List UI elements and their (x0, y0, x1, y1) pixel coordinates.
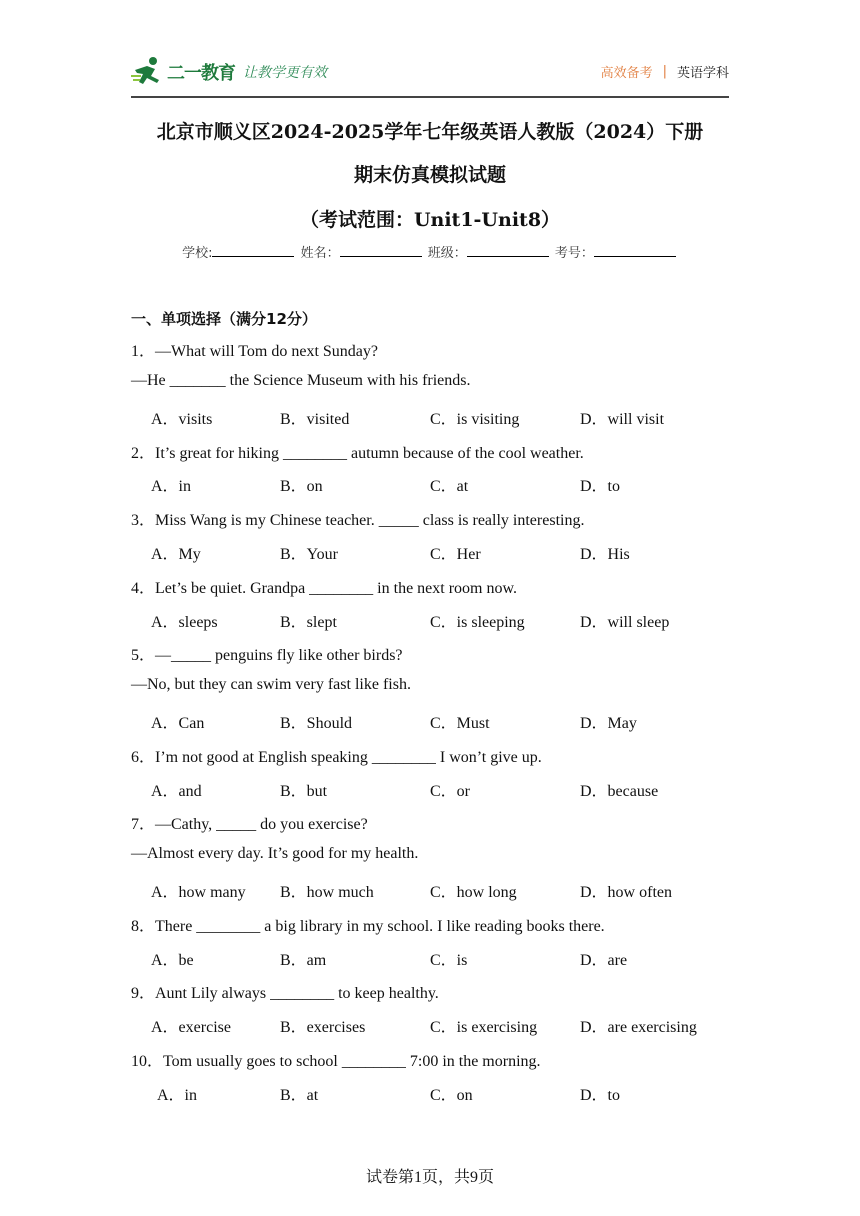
question-5-option-d: D．May (580, 715, 637, 732)
question-7-text-2: —Almost every day. It’s good for my health. (131, 845, 419, 862)
question-1-text-2: —He _______ the Science Museum with his friends. (131, 372, 471, 389)
question-4-option-a: A．sleeps (151, 614, 218, 631)
question-5-text-2: —No, but they can swim very fast like fish. (131, 676, 411, 693)
question-3-text: 3．Miss Wang is my Chinese teacher. _____ class is really interesting. (131, 512, 585, 529)
question-10-option-a: A．in (157, 1087, 198, 1104)
question-5-option-b: B．Should (280, 715, 353, 732)
question-10-text: 10．Tom usually goes to school ________ 7:00 in the morning. (131, 1053, 541, 1070)
question-4-option-c: C．is sleeping (430, 614, 525, 631)
question-2-option-b: B．on (280, 478, 323, 495)
question-3-option-a: A．My (151, 546, 201, 563)
question-9-option-b: B．exercises (280, 1019, 366, 1036)
question-2-option-d: D．to (580, 478, 621, 495)
question-10-option-c: C．on (430, 1087, 473, 1104)
question-10-option-d: D．to (580, 1087, 621, 1104)
question-6-text: 6．I’m not good at English speaking ________ I won’t give up. (131, 749, 542, 766)
question-4-text: 4．Let’s be quiet. Grandpa ________ in the next room now. (131, 580, 518, 597)
student-info-row (0, 242, 860, 261)
question-1-text: 1．—What will Tom do next Sunday? (131, 343, 379, 360)
header-tags (601, 62, 729, 81)
question-3-option-d: D．His (580, 546, 630, 563)
question-7-text: 7．—Cathy, _____ do you exercise? (131, 816, 368, 833)
tag-separator: | (662, 64, 667, 79)
question-8-option-c: C．is (430, 952, 468, 969)
class-label: 班级： (427, 246, 467, 261)
name-blank[interactable] (340, 244, 422, 257)
page-footer: 试卷第1页，共9页 (365, 1169, 494, 1186)
question-6-option-d: D．because (580, 783, 659, 800)
question-7-option-b: B．how much (280, 884, 374, 901)
exam-scope: （考试范围：Unit1-Unit8） (299, 209, 561, 231)
question-1-option-a: A．visits (151, 411, 213, 428)
number-label: 考号： (554, 246, 594, 261)
school-label: 学校: (182, 246, 213, 261)
question-7-option-c: C．how long (430, 884, 517, 901)
tag-exam-prep: 高效备考 (600, 66, 653, 81)
question-8-option-d: D．are (580, 952, 628, 969)
question-7-option-a: A．how many (151, 884, 246, 901)
question-3-option-b: B．Your (280, 546, 338, 563)
number-blank[interactable] (594, 244, 676, 257)
question-3-option-c: C．Her (430, 546, 481, 563)
runner-logo-icon (131, 56, 165, 88)
exam-title: 北京市顺义区2024-2025学年七年级英语人教版（2024）下册 (156, 121, 704, 143)
exam-subtitle: 期末仿真模拟试题 (353, 164, 506, 186)
page-header (131, 52, 729, 96)
logo-name: 二一教育 (167, 63, 235, 84)
name-label: 姓名： (300, 246, 340, 261)
question-1-option-d: D．will visit (580, 411, 665, 428)
question-6-option-b: B．but (280, 783, 328, 800)
question-9-option-d: D．are exercising (580, 1019, 697, 1036)
question-2-option-a: A．in (151, 478, 192, 495)
question-7-option-d: D．how often (580, 884, 672, 901)
header-divider (131, 96, 729, 98)
class-blank[interactable] (467, 244, 549, 257)
question-10-option-b: B．at (280, 1087, 319, 1104)
question-4-option-b: B．slept (280, 614, 337, 631)
question-9-option-c: C．is exercising (430, 1019, 538, 1036)
logo (131, 52, 327, 92)
question-2-option-c: C．at (430, 478, 469, 495)
question-8-text: 8．There ________ a big library in my school. I like reading books there. (131, 918, 605, 935)
question-6-option-a: A．and (151, 783, 202, 800)
tag-subject: 英语学科 (676, 66, 729, 81)
question-9-option-a: A．exercise (151, 1019, 231, 1036)
question-9-text: 9．Aunt Lily always ________ to keep healthy. (131, 985, 439, 1002)
question-5-option-a: A．Can (151, 715, 205, 732)
logo-slogan: 让教学更有效 (243, 65, 327, 81)
question-6-option-c: C．or (430, 783, 471, 800)
question-5-option-c: C．Must (430, 715, 490, 732)
question-1-option-b: B．visited (280, 411, 350, 428)
question-4-option-d: D．will sleep (580, 614, 670, 631)
question-8-option-a: A．be (151, 952, 194, 969)
question-5-text: 5．—_____ penguins fly like other birds? (131, 647, 403, 664)
question-8-option-b: B．am (280, 952, 327, 969)
question-2-text: 2．It’s great for hiking ________ autumn because of the cool weather. (131, 445, 584, 462)
school-blank[interactable] (212, 244, 294, 257)
section-title: 一、单项选择（满分12分） (131, 310, 317, 328)
question-1-option-c: C．is visiting (430, 411, 520, 428)
